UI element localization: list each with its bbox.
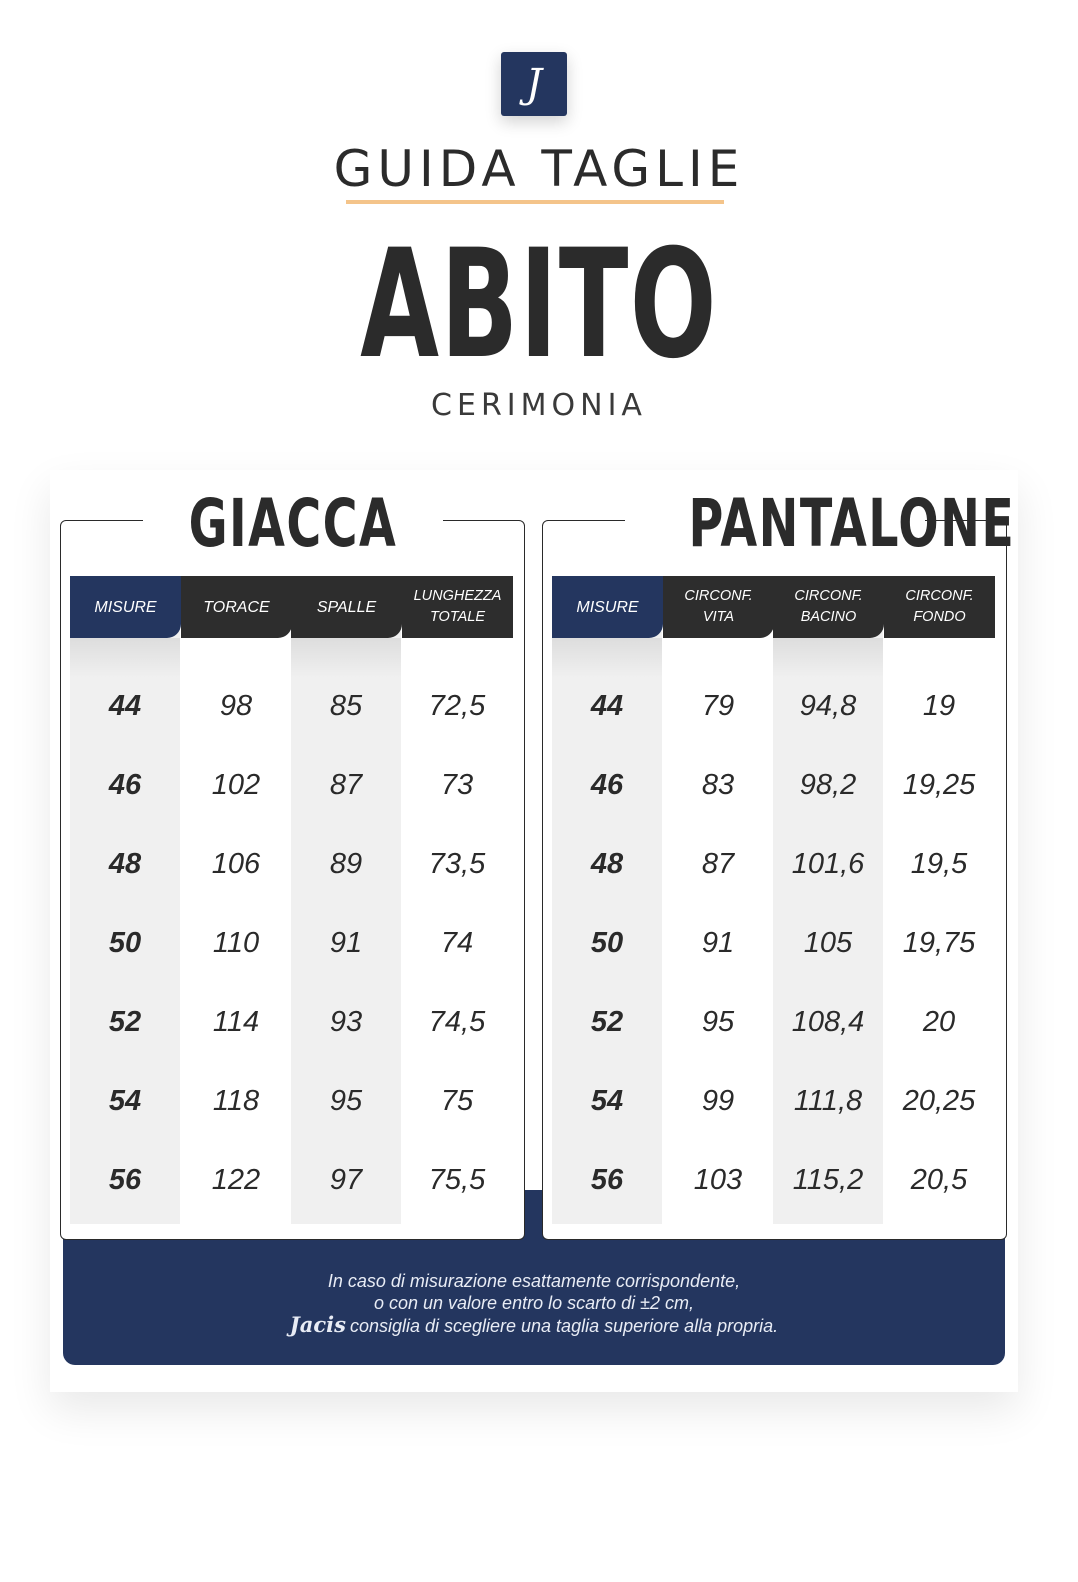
column-header: CIRCONF. BACINO (773, 576, 884, 638)
measure-cell: 97 (329, 1164, 363, 1196)
measure-cell: 74 (440, 927, 474, 959)
size-cell: 44 (108, 690, 142, 722)
measure-cell: 79 (701, 690, 735, 722)
column-header: LUNGHEZZA TOTALE (402, 576, 513, 638)
header-shadow (70, 638, 180, 678)
measure-cell: 85 (329, 690, 363, 722)
column-header: TORACE (181, 576, 292, 638)
column-header: CIRCONF. VITA (663, 576, 774, 638)
measure-cell: 98,2 (799, 769, 857, 801)
measure-cell: 102 (211, 769, 261, 801)
size-cell: 52 (108, 1006, 142, 1038)
measure-cell: 94,8 (799, 690, 857, 722)
size-cell: 46 (590, 769, 624, 801)
header-shadow (291, 638, 401, 678)
measure-cell: 20,5 (910, 1164, 968, 1196)
measure-cell: 95 (329, 1085, 363, 1117)
logo-letter: J (525, 61, 543, 107)
measure-cell: 108,4 (791, 1006, 865, 1038)
size-cell: 44 (590, 690, 624, 722)
measure-cell: 105 (803, 927, 853, 959)
measure-cell: 75 (440, 1085, 474, 1117)
measure-cell: 73 (440, 769, 474, 801)
size-cell: 48 (590, 848, 624, 880)
pantalone-table-panel (542, 485, 1016, 1240)
size-cell: 56 (590, 1164, 624, 1196)
measure-cell: 91 (329, 927, 363, 959)
measure-cell: 19,75 (902, 927, 976, 959)
title-underline (346, 200, 724, 204)
measure-cell: 87 (329, 769, 363, 801)
measure-cell: 93 (329, 1006, 363, 1038)
measure-cell: 99 (701, 1085, 735, 1117)
measure-cell: 20 (922, 1006, 956, 1038)
size-cell: 52 (590, 1006, 624, 1038)
measure-cell: 106 (211, 848, 261, 880)
footer-line-2: o con un valore entro lo scarto di ±2 cm, (373, 1293, 695, 1313)
measure-cell: 101,6 (791, 848, 865, 880)
guide-title: GUIDA TAGLIE (333, 140, 745, 198)
measure-cell: 95 (701, 1006, 735, 1038)
measure-cell: 98 (219, 690, 253, 722)
measure-cell: 111,8 (793, 1085, 863, 1117)
pantalone-title: PANTALONE (625, 491, 925, 557)
column-header: MISURE (552, 576, 663, 638)
giacca-title: GIACCA (143, 491, 443, 557)
measure-cell: 19 (922, 690, 956, 722)
subtitle: CERIMONIA (431, 388, 647, 423)
measure-cell: 83 (701, 769, 735, 801)
size-cell: 48 (108, 848, 142, 880)
size-cell: 54 (590, 1085, 624, 1117)
footer-line-3: Jacis consiglia di scegliere una taglia superiore alla propria. (289, 1312, 779, 1337)
size-cell: 56 (108, 1164, 142, 1196)
measure-cell: 20,25 (902, 1085, 976, 1117)
measure-cell: 122 (211, 1164, 261, 1196)
measure-cell: 87 (701, 848, 735, 880)
measure-cell: 115,2 (792, 1164, 864, 1196)
giacca-table-panel (60, 485, 525, 1240)
measure-cell: 19,25 (902, 769, 976, 801)
measure-cell: 19,5 (910, 848, 968, 880)
column-header: MISURE (70, 576, 181, 638)
main-title: ABITO (360, 218, 718, 392)
measure-cell: 114 (212, 1006, 260, 1038)
measure-cell: 89 (329, 848, 363, 880)
size-cell: 46 (108, 769, 142, 801)
measure-cell: 73,5 (428, 848, 486, 880)
brand-wordmark: Jacis (289, 1312, 346, 1337)
size-cell: 50 (108, 927, 142, 959)
measure-cell: 118 (212, 1085, 260, 1117)
column-header: SPALLE (291, 576, 402, 638)
measure-cell: 72,5 (428, 690, 486, 722)
size-cell: 50 (590, 927, 624, 959)
measure-cell: 75,5 (428, 1164, 486, 1196)
measure-cell: 91 (701, 927, 735, 959)
measure-cell: 74,5 (428, 1006, 486, 1038)
measure-cell: 103 (693, 1164, 743, 1196)
size-cell: 54 (108, 1085, 142, 1117)
column-header: CIRCONF. FONDO (884, 576, 995, 638)
footer-line-1: In caso di misurazione esattamente corrispondente, (327, 1271, 741, 1291)
header-shadow (552, 638, 662, 678)
header-shadow (773, 638, 883, 678)
brand-logo (501, 52, 567, 116)
measure-cell: 110 (212, 927, 260, 959)
footer-note (63, 1270, 1005, 1337)
